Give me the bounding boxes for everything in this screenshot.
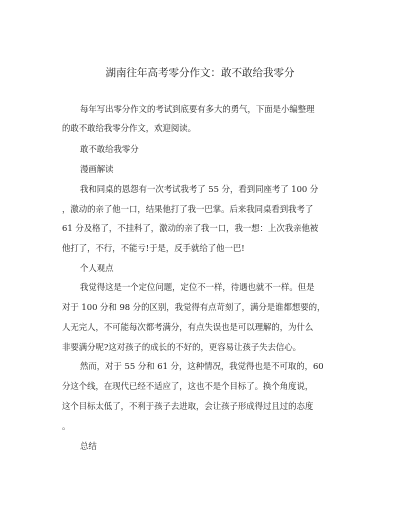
intro-line-1: 每年写出零分作文的考试到底要有多大的勇气，下面是小编整理 (80, 104, 315, 114)
opinion-line-2: 对于 100 分和 98 分的区别，我觉得有点苛刻了，满分是谁都想要的， (62, 302, 326, 312)
conclusion-line-1: 然而，对于 55 分和 61 分，这种情况，我觉得也是不可取的，60 (80, 361, 324, 371)
summary-heading: 总结 (80, 441, 97, 451)
opinion-line-4: 非要满分呢?这对孩子的成长的不好的，更容易让孩子失去信心。 (62, 342, 301, 352)
comic-line-4: 他打了，不行，不能亏!于是，反手就给了他一巴! (62, 243, 245, 253)
conclusion-line-3: 这个目标太低了，不利于孩子去进取，会让孩子形成得过且过的态度 (62, 401, 314, 411)
comic-heading: 漫画解读 (80, 164, 114, 174)
comic-line-3: 61 分及格了，不挂科了，激动的亲了我一口，我一想：上次我亲他被 (62, 223, 319, 233)
intro-line-2: 的敢不敢给我零分作文，欢迎阅读。 (62, 123, 196, 133)
comic-line-1: 我和同桌的恩怨有一次考试我考了 55 分，看到同座考了 100 分 (80, 184, 319, 194)
conclusion-line-2: 分这个线，在现代已经不适应了，这也不是个目标了。换个角度说， (62, 381, 314, 391)
opinion-heading: 个人观点 (80, 263, 114, 273)
document-title: 湖南往年高考零分作文：敢不敢给我零分 (105, 67, 295, 79)
opinion-line-3: 人无完人，不可能每次都考满分，有点失误也是可以理解的，为什么 (62, 322, 314, 332)
essay-title-heading: 敢不敢给我零分 (80, 144, 139, 154)
comic-line-2: ，激动的亲了他一口，结果他打了我一巴掌。后来我同桌看到我考了 (62, 204, 314, 214)
conclusion-line-4: 。 (62, 421, 71, 431)
opinion-line-1: 我觉得这是一个定位问题，定位不一样，待遇也就不一样。但是 (80, 282, 315, 292)
